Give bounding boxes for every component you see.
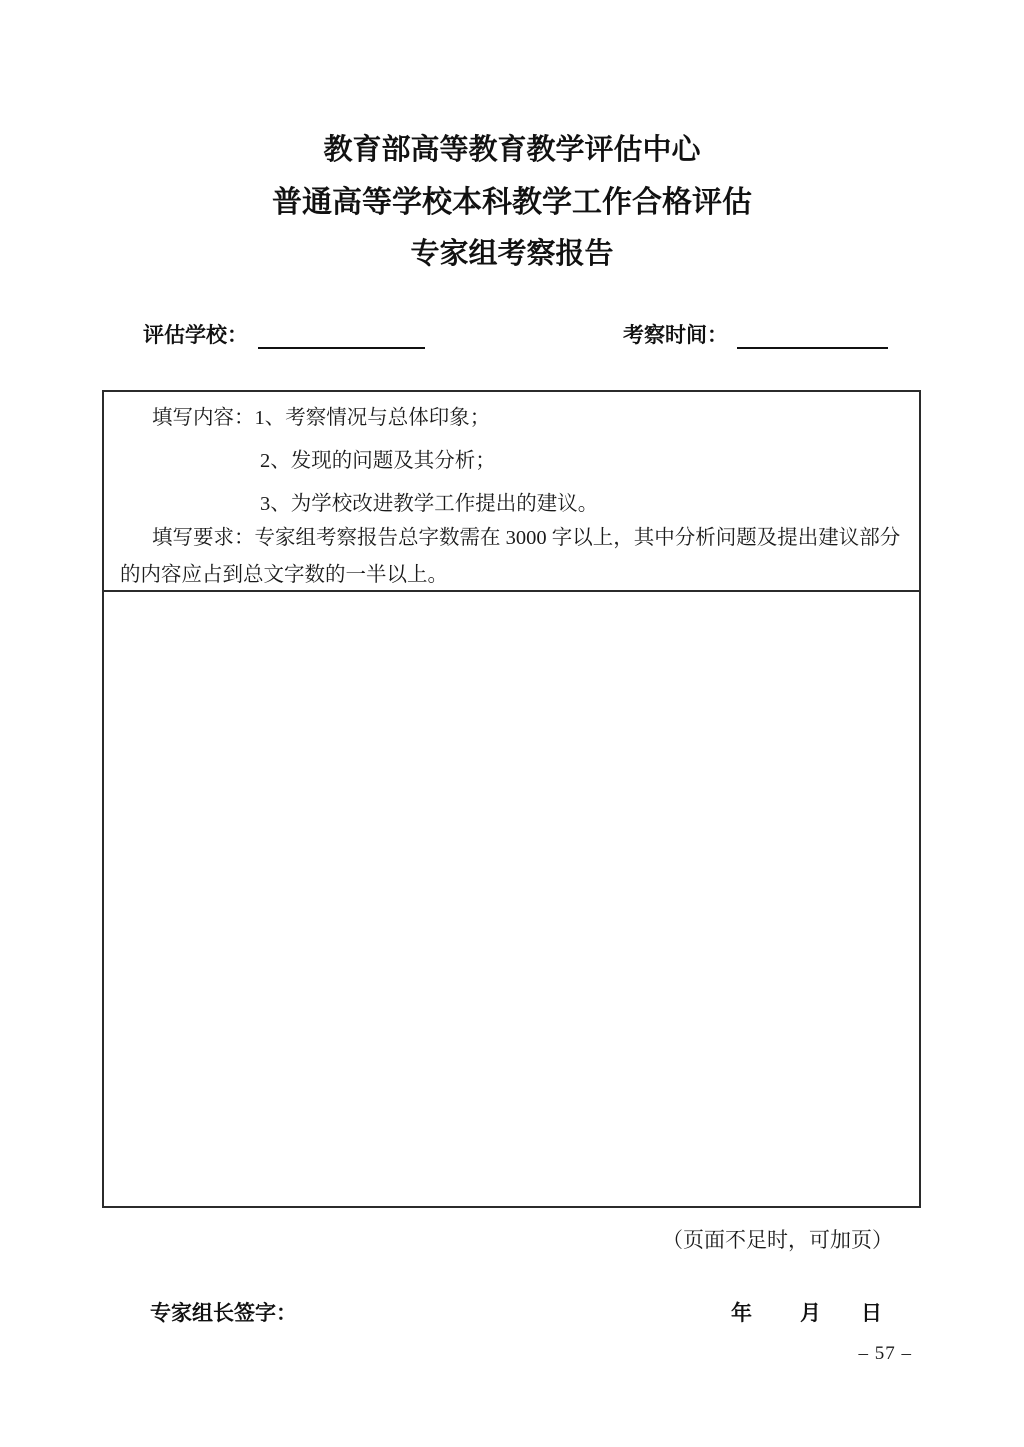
title-evaluation-name: 普通高等学校本科教学工作合格评估 (272, 186, 752, 219)
day-label: 日 (861, 1302, 882, 1325)
fill-content-item3: 3、为学校改进教学工作提出的建议。 (260, 493, 599, 515)
field-row (0, 323, 1024, 353)
fill-requirement-text1: 专家组考察报告总字数需在 3000 字以上，其中分析问题及提出建议部分 (254, 527, 901, 549)
fill-requirement-line2: 的内容应占到总文字数的一半以上。 (120, 564, 448, 586)
title-report-name: 专家组考察报告 (410, 238, 614, 270)
title-block (0, 136, 1024, 269)
report-writing-area (104, 592, 919, 1208)
fill-content-item1: 1、考察情况与总体印象； (254, 407, 491, 429)
signature-row (0, 1297, 1024, 1327)
year-label: 年 (731, 1302, 752, 1325)
report-box (102, 390, 921, 1208)
school-blank-line (258, 347, 425, 349)
school-field-label: 评估学校： (143, 324, 248, 347)
fill-content-item2: 2、发现的问题及其分析； (260, 450, 496, 472)
page-number: – 57 – (858, 1343, 912, 1364)
time-blank-line (737, 347, 888, 349)
add-page-note: （页面不足时，可加页） (662, 1228, 893, 1252)
fill-requirement-label: 填写要求： (152, 527, 255, 549)
time-field-label: 考察时间： (623, 324, 728, 347)
fill-content-line1 (152, 405, 490, 431)
month-label: 月 (800, 1302, 821, 1325)
signature-label: 专家组长签字： (150, 1302, 297, 1325)
fill-content-label: 填写内容： (152, 407, 255, 429)
title-organization: 教育部高等教育教学评估中心 (323, 134, 701, 166)
fill-requirement-line1 (152, 525, 900, 551)
